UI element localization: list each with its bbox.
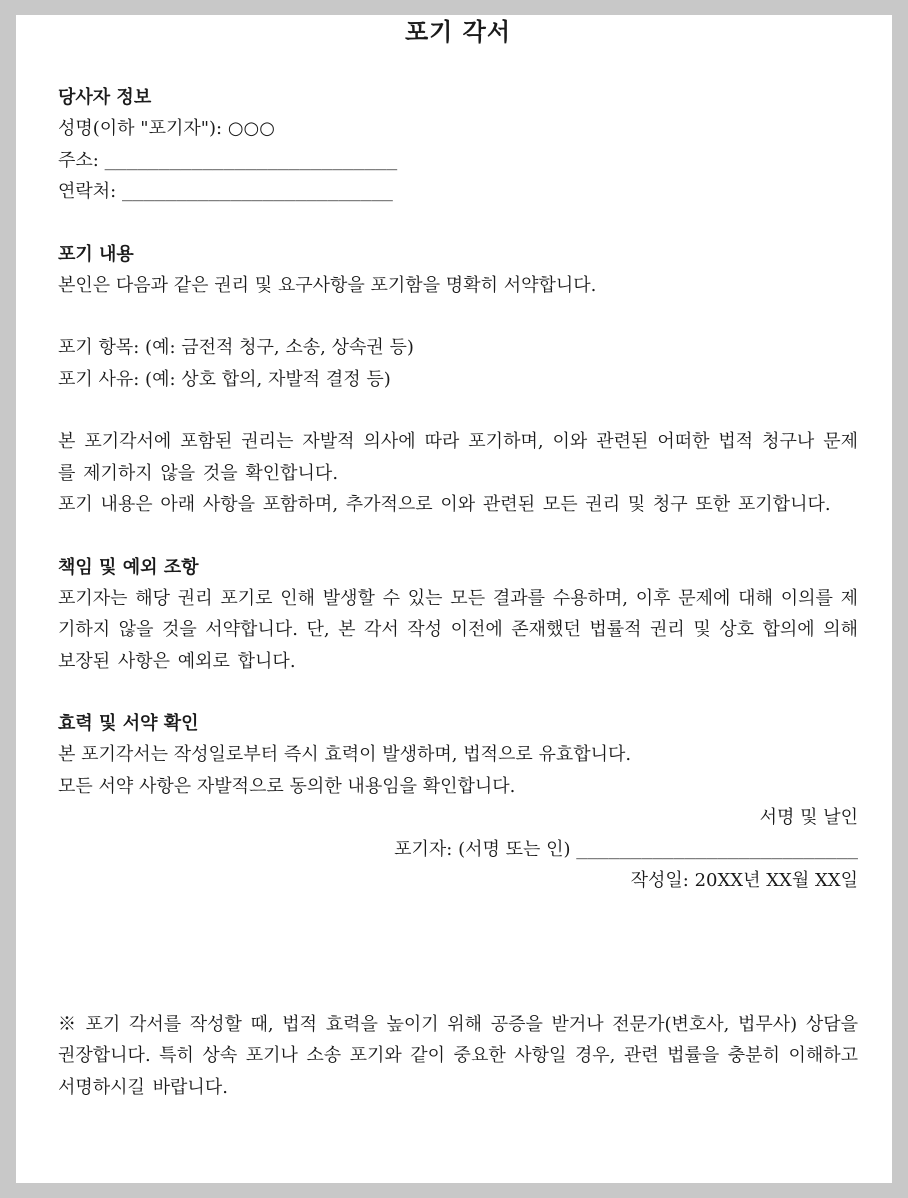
waiver-paragraph-2: 포기 내용은 아래 사항을 포함하며, 추가적으로 이와 관련된 모든 권리 및 청구 또한 포기합니다. bbox=[58, 494, 831, 515]
address-label: 주소: bbox=[58, 149, 105, 171]
waiver-items-line: 포기 항목: (예: 금전적 청구, 소송, 상속권 등) bbox=[58, 337, 414, 358]
effect-line-1: 본 포기각서는 작성일로부터 즉시 효력이 발생하며, 법적으로 유효합니다. bbox=[58, 744, 632, 765]
effect-line-2: 모든 서약 사항은 자발적으로 동의한 내용임을 확인합니다. bbox=[58, 775, 516, 797]
contact-blank: _________________________ bbox=[121, 181, 393, 202]
signer-line bbox=[58, 834, 858, 866]
spacer bbox=[58, 521, 858, 552]
effect-section bbox=[58, 708, 858, 802]
spacer bbox=[58, 301, 858, 332]
spacer bbox=[58, 49, 858, 82]
address-line bbox=[58, 145, 858, 177]
document-page bbox=[16, 15, 892, 1183]
name-line: 성명(이하 "포기자"): ○○○ bbox=[58, 118, 275, 139]
signature-label: 서명 및 날인 bbox=[759, 807, 858, 828]
effect-heading: 효력 및 서약 확인 bbox=[58, 713, 199, 734]
footnote: ※ 포기 각서를 작성할 때, 법적 효력을 높이기 위해 공증을 받거나 전문가(변호사, 법무사) 상담을 권장합니다. 특히 상속 포기나 소송 포기와 같이 중요한 사항일 경우, 관련 법률을 충분히 이해하고 서명하시길 바랍니다. bbox=[58, 1013, 858, 1098]
party-info-heading: 당사자 정보 bbox=[58, 87, 152, 108]
spacer bbox=[58, 677, 858, 708]
document-title: 포기 각서 bbox=[404, 17, 512, 46]
waiver-reason-line: 포기 사유: (예: 상호 합의, 자발적 결정 등) bbox=[58, 368, 391, 390]
party-info-section bbox=[58, 82, 858, 208]
contact-label: 연락처: bbox=[58, 181, 122, 202]
waiver-intro: 본인은 다음과 같은 권리 및 요구사항을 포기함을 명확히 서약합니다. bbox=[58, 274, 597, 296]
signer-label: 포기자: (서명 또는 인) bbox=[394, 838, 577, 860]
responsibility-paragraph: 포기자는 해당 권리 포기로 인해 발생할 수 있는 모든 결과를 수용하며, 이후 문제에 대해 이의를 제기하지 않을 것을 서약합니다. 단, 본 각서 작성 이전에 존재했던 법률적 권리 및 상호 합의에 의해 보장된 사항은 예외로 합니다. bbox=[58, 587, 858, 672]
contact-line bbox=[58, 176, 858, 208]
responsibility-section bbox=[58, 552, 858, 678]
waiver-paragraph-1: 본 포기각서에 포함된 권리는 자발적 의사에 따라 포기하며, 이와 관련된 어떠한 법적 청구나 문제를 제기하지 않을 것을 확인합니다. bbox=[58, 431, 858, 484]
signature-section bbox=[58, 802, 858, 897]
waiver-content-heading: 포기 내용 bbox=[58, 243, 134, 265]
spacer bbox=[58, 897, 858, 1009]
spacer bbox=[58, 208, 858, 239]
signer-blank: __________________________ bbox=[576, 838, 858, 860]
address-blank: ___________________________ bbox=[104, 149, 398, 171]
responsibility-heading: 책임 및 예외 조항 bbox=[58, 556, 199, 578]
waiver-content-section bbox=[58, 239, 858, 521]
date-line: 작성일: 20XX년 XX월 XX일 bbox=[630, 870, 858, 891]
spacer bbox=[58, 395, 858, 426]
